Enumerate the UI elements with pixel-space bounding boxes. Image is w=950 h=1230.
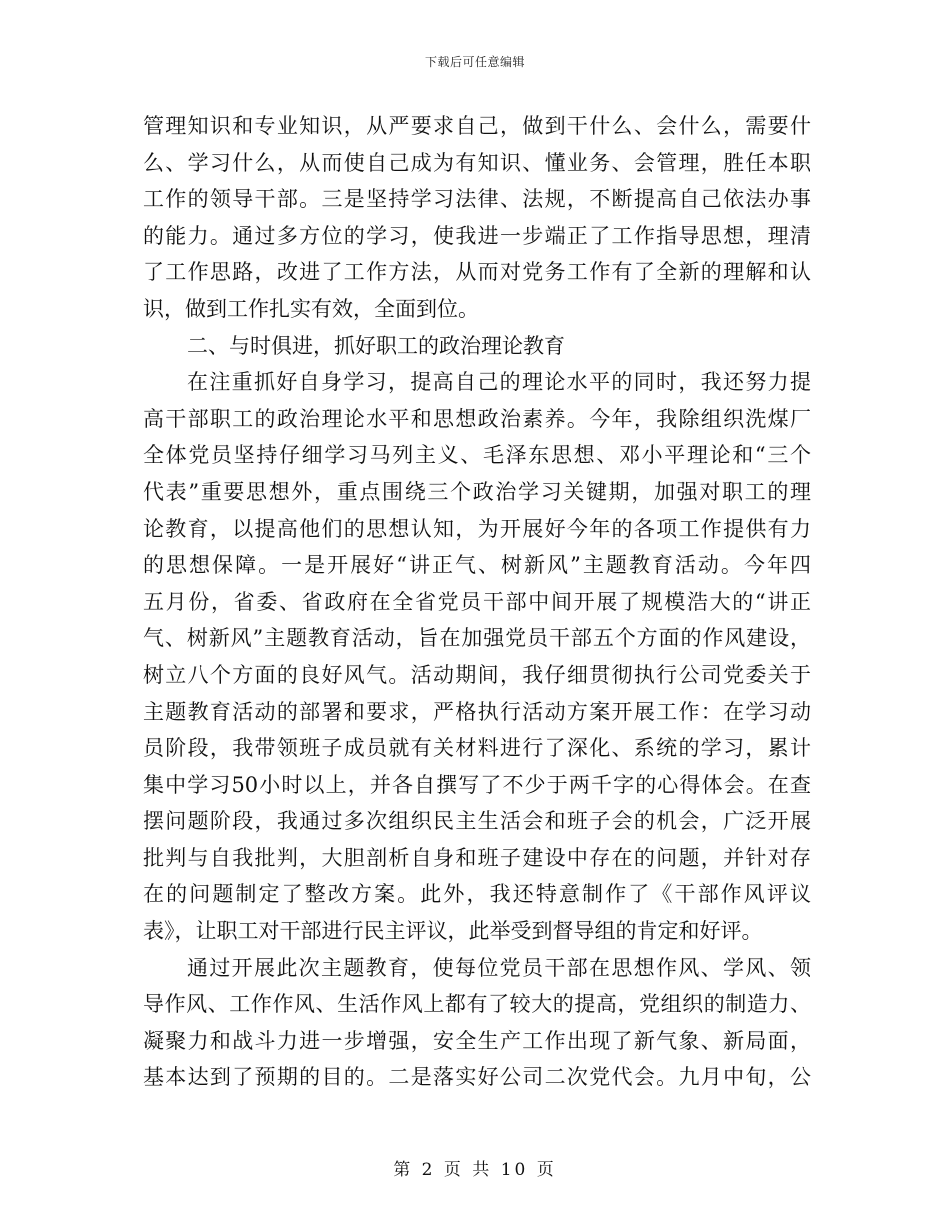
text-line: 员阶段，我带领班子成员就有关材料进行了深化、系统的学习，累计 (143, 736, 811, 761)
page-footer: 第 2 页 共 10 页 (393, 1160, 557, 1180)
text-line: 气、树新风”主题教育活动，旨在加强党员干部五个方面的作风建设， (143, 626, 811, 651)
text-line: 在注重抓好自身学习，提高自己的理论水平的同时，我还努力提 (187, 370, 811, 395)
document-body (143, 108, 811, 1096)
text-line: 树立八个方面的良好风气。活动期间，我仔细贯彻执行公司党委关于 (143, 662, 811, 687)
text-line: 么、学习什么，从而使自己成为有知识、懂业务、会管理，胜任本职 (143, 150, 811, 175)
text-line: 全体党员坚持仔细学习马列主义、毛泽东思想、邓小平理论和“三个 (143, 443, 811, 468)
text-line: 高干部职工的政治理论水平和思想政治素养。今年，我除组织洗煤厂 (143, 406, 811, 431)
text-line: 的思想保障。一是开展好“讲正气、树新风”主题教育活动。今年四 (143, 553, 811, 578)
text-line: 表》，让职工对干部进行民主评议，此举受到督导组的肯定和好评。 (143, 919, 763, 944)
text-line: 管理知识和专业知识，从严要求自己，做到干什么、会什么，需要什 (143, 114, 811, 138)
text-line: 通过开展此次主题教育，使每位党员干部在思想作风、学风、领 (187, 955, 811, 980)
text-line: 凝聚力和战斗力进一步增强，安全生产工作出现了新气象、新局面， (143, 1028, 811, 1053)
text-line: 代表”重要思想外，重点围绕三个政治学习关键期，加强对职工的理 (143, 479, 811, 504)
text-line: 主题教育活动的部署和要求，严格执行活动方案开展工作：在学习动 (143, 699, 811, 724)
text-line: 的能力。通过多方位的学习，使我进一步端正了工作指导思想，理清 (143, 223, 811, 248)
text-line: 识，做到工作扎实有效，全面到位。 (143, 296, 479, 321)
text-line: 基本达到了预期的目的。二是落实好公司二次党代会。九月中旬，公 (143, 1065, 811, 1090)
text-line: 论教育，以提高他们的思想认知，为开展好今年的各项工作提供有力 (143, 516, 811, 541)
text-line: 二、与时俱进，抓好职工的政治理论教育 (187, 333, 565, 358)
text-line: 五月份，省委、省政府在全省党员干部中间开展了规模浩大的“讲正 (143, 589, 811, 614)
text-line: 了工作思路，改进了工作方法，从而对党务工作有了全新的理解和认 (143, 260, 811, 285)
text-line: 批判与自我批判，大胆剖析自身和班子建设中存在的问题，并针对存 (143, 845, 811, 870)
text-line: 集中学习50小时以上，并各自撰写了不少于两千字的心得体会。在查 (143, 772, 811, 797)
page-header: 下载后可任意编辑 (424, 55, 525, 69)
text-line: 导作风、工作作风、生活作风上都有了较大的提高，党组织的制造力、 (143, 992, 811, 1017)
text-line: 在的问题制定了整改方案。此外，我还特意制作了《干部作风评议 (143, 882, 811, 907)
text-line: 工作的领导干部。三是坚持学习法律、法规，不断提高自己依法办事 (143, 187, 811, 212)
text-line: 摆问题阶段，我通过多次组织民主生活会和班子会的机会，广泛开展 (143, 809, 811, 834)
